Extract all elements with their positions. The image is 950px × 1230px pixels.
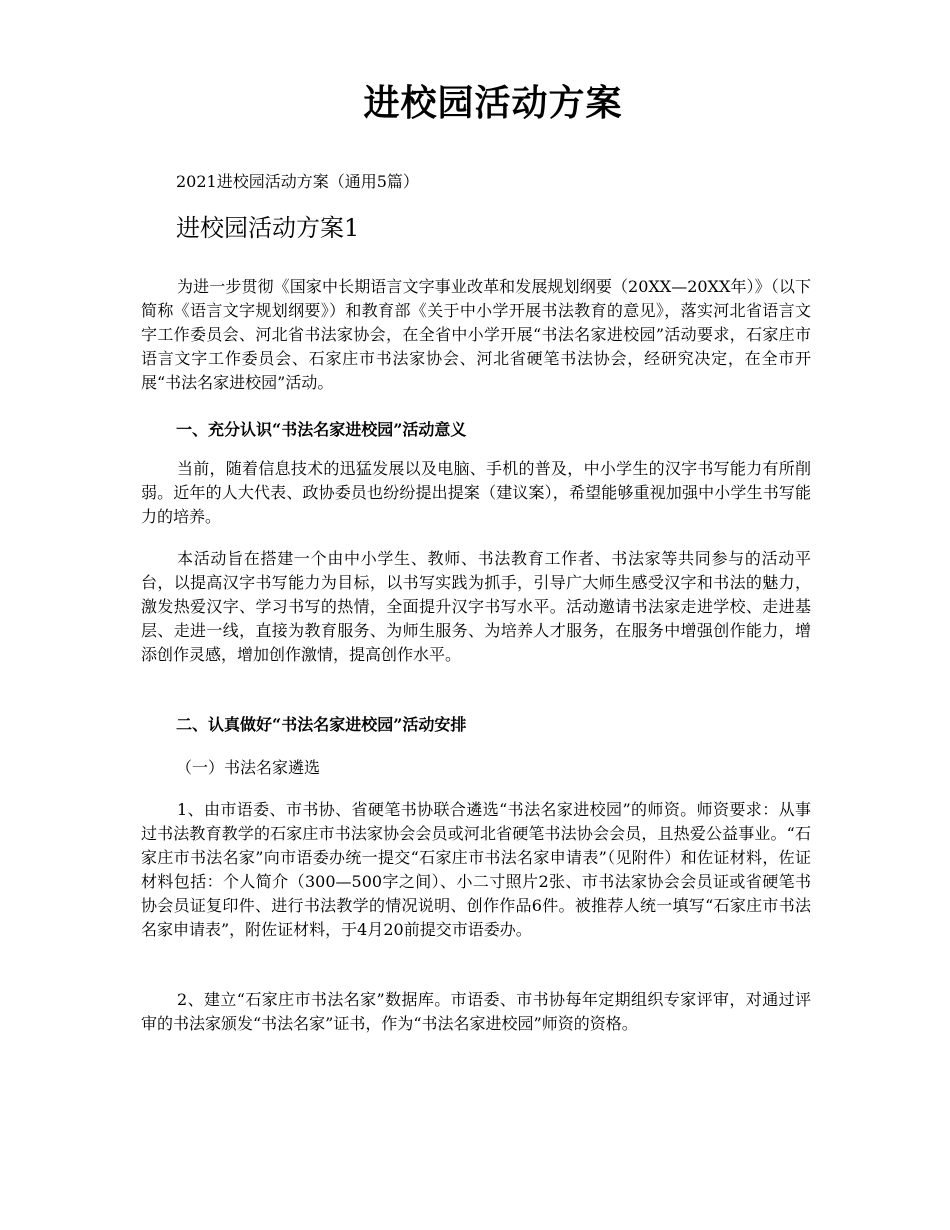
paragraph-background: 当前，随着信息技术的迅猛发展以及电脑、手机的普及，中小学生的汉字书写能力有所削弱。近年的人大代表、政协委员也纷纷提出提案（建议案），希望能够重视加强中小学生书写能力的培养。 (141, 459, 811, 526)
paragraph-purpose: 本活动旨在搭建一个由中小学生、教师、书法教育工作者、书法家等共同参与的活动平台，以提高汉字书写能力为目标，以书写实践为抓手，引导广大师生感受汉字和书法的魅力，激发热爱汉字、学习书写的热情，全面提升汉字书写水平。活动邀请书法家走进学校、走进基层、走进一线，直接为教育服务、为师生服务、为培养人才服务，在服务中增强创作能力，增添创作灵感，增加创作激情，提高创作水平。 (141, 549, 811, 664)
paragraph-selection-item-1: 1、由市语委、市书协、省硬笔书协联合遴选“书法名家进校园”的师资。师资要求：从事过书法教育教学的石家庄市书法家协会会员或河北省硬笔书法协会会员，且热爱公益事业。“石家庄市书法名家”向市语委办统一提交“石家庄市书法名家申请表”（见附件）和佐证材料，佐证材料包括：个人简介（300—500字之间）、小二寸照片2张、市书法家协会会员证或省硬笔书协会员证复印件、进行书法教学的情况说明、创作作品6件。被推荐人统一填写“石家庄市书法名家申请表”，附佐证材料，于4月20前提交市语委办。 (141, 800, 811, 939)
heading-part-two: 二、认真做好“书法名家进校园”活动安排 (176, 715, 467, 734)
subheading-selection: （一）书法名家遴选 (176, 758, 321, 777)
section-heading: 进校园活动方案1 (176, 214, 360, 242)
heading-part-one: 一、充分认识“书法名家进校园”活动意义 (176, 420, 467, 439)
document-subtitle: 2021进校园活动方案（通用5篇） (176, 172, 419, 191)
document-title: 进校园活动方案 (363, 82, 623, 124)
paragraph-selection-item-2: 2、建立“石家庄市书法名家”数据库。市语委、市书协每年定期组织专家评审，对通过评审的书法家颁发“书法名家”证书，作为“书法名家进校园”师资的资格。 (141, 990, 811, 1033)
intro-paragraph: 为进一步贯彻《国家中长期语言文字事业改革和发展规划纲要（20XX—20XX年）》（以下简称《语言文字规划纲要》）和教育部《关于中小学开展书法教育的意见》，落实河北省语言文字工作委员会、河北省书法家协会，在全省中小学开展“书法名家进校园”活动要求，石家庄市语言文字工作委员会、石家庄市书法家协会、河北省硬笔书法协会，经研究决定，在全市开展“书法名家进校园”活动。 (141, 277, 811, 392)
